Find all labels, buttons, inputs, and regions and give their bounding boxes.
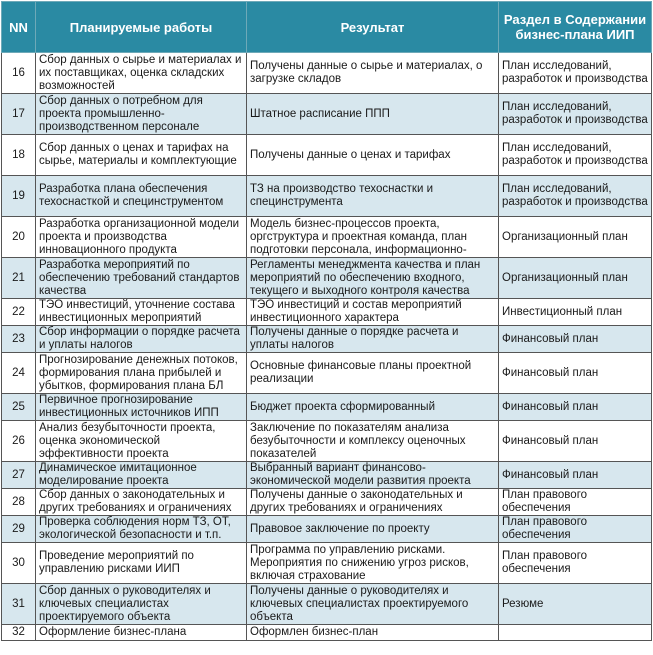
cell-planned-work: Сбор данных о ценах и тарифах на сырье, материалы и комплектующие xyxy=(36,135,247,176)
cell-nn: 20 xyxy=(2,217,36,258)
table-body xyxy=(2,53,652,641)
cell-result: Регламенты менеджмента качества и план мероприятий по обеспечению входного, текущего и выходного контроля качества xyxy=(247,258,499,299)
cell-planned-work: Оформление бизнес-плана xyxy=(36,625,247,641)
table-row xyxy=(2,584,652,625)
cell-nn: 19 xyxy=(2,176,36,217)
cell-result: Штатное расписание ППП xyxy=(247,94,499,135)
cell-nn: 32 xyxy=(2,625,36,641)
cell-result: Получены данные о порядке расчета и уплаты налогов xyxy=(247,326,499,353)
table-row xyxy=(2,625,652,641)
cell-planned-work: Сбор данных о законодательных и других требованиях и ограничениях xyxy=(36,489,247,516)
header-row xyxy=(2,2,652,53)
header-planned-work: Планируемые работы xyxy=(36,2,247,53)
table-row xyxy=(2,217,652,258)
cell-nn: 26 xyxy=(2,421,36,462)
cell-result: ТЭО инвестиций и состав мероприятий инвестиционного характера xyxy=(247,299,499,326)
cell-result: Основные финансовые планы проектной реализации xyxy=(247,353,499,394)
table-row xyxy=(2,543,652,584)
cell-planned-work: Сбор данных о сырье и материалах и их поставщиках, оценка складских возможностей xyxy=(36,53,247,94)
table-row xyxy=(2,53,652,94)
cell-nn: 24 xyxy=(2,353,36,394)
table-row xyxy=(2,489,652,516)
header-section: Раздел в Содержании бизнес-плана ИИП xyxy=(499,2,652,53)
cell-planned-work: Прогнозирование денежных потоков, формирования плана прибылей и убытков, формирования плана БЛ xyxy=(36,353,247,394)
cell-result: Заключение по показателям анализа безубыточности и комплексу оценочных показателей xyxy=(247,421,499,462)
cell-section: Финансовый план xyxy=(499,421,652,462)
cell-nn: 22 xyxy=(2,299,36,326)
cell-section: План исследований, разработок и производства xyxy=(499,53,652,94)
cell-planned-work: Динамическое имитационное моделирование проекта xyxy=(36,462,247,489)
cell-planned-work: Разработка плана обеспечения техоснасткой и специнструментом xyxy=(36,176,247,217)
cell-planned-work: Сбор данных о потребном для проекта промышленно-производственном персонале xyxy=(36,94,247,135)
cell-result: Получены данные о законодательных и других требованиях и ограничениях xyxy=(247,489,499,516)
cell-result: Правовое заключение по проекту xyxy=(247,516,499,543)
header-result: Результат xyxy=(247,2,499,53)
cell-section: План правового обеспечения xyxy=(499,543,652,584)
cell-nn: 27 xyxy=(2,462,36,489)
table-row xyxy=(2,326,652,353)
cell-result: Оформлен бизнес-план xyxy=(247,625,499,641)
table-row xyxy=(2,258,652,299)
cell-section: Финансовый план xyxy=(499,326,652,353)
cell-planned-work: Разработка мероприятий по обеспечению требований стандартов качества xyxy=(36,258,247,299)
cell-planned-work: Разработка организационной модели проекта и производства инновационного продукта xyxy=(36,217,247,258)
cell-planned-work: Проверка соблюдения норм ТЗ, ОТ, экологической безопасности и т.п. xyxy=(36,516,247,543)
cell-planned-work: Первичное прогнозирование инвестиционных источников ИПП xyxy=(36,394,247,421)
cell-nn: 31 xyxy=(2,584,36,625)
table-row xyxy=(2,353,652,394)
cell-planned-work: Анализ безубыточности проекта, оценка экономической эффективности проекта xyxy=(36,421,247,462)
cell-result: Модель бизнес-процессов проекта, оргструктура и проектная команда, план подготовки персонала, информационно- xyxy=(247,217,499,258)
table-row xyxy=(2,299,652,326)
cell-result: ТЗ на производство техоснастки и специнструмента xyxy=(247,176,499,217)
header-nn: NN xyxy=(2,2,36,53)
table-row xyxy=(2,94,652,135)
cell-planned-work: Сбор информации о порядке расчета и уплаты налогов xyxy=(36,326,247,353)
cell-result: Программа по управлению рисками. Мероприятия по снижению угроз рисков, включая страхование xyxy=(247,543,499,584)
cell-section: Организационный план xyxy=(499,258,652,299)
cell-section: План исследований, разработок и производства xyxy=(499,135,652,176)
table-row xyxy=(2,135,652,176)
cell-section: План правового обеспечения xyxy=(499,489,652,516)
cell-nn: 28 xyxy=(2,489,36,516)
cell-section: Инвестиционный план xyxy=(499,299,652,326)
cell-planned-work: Сбор данных о руководителях и ключевых специалистах проектируемого объекта xyxy=(36,584,247,625)
table-row xyxy=(2,516,652,543)
cell-planned-work: Проведение мероприятий по управлению рисками ИИП xyxy=(36,543,247,584)
cell-section: План правового обеспечения xyxy=(499,516,652,543)
cell-nn: 29 xyxy=(2,516,36,543)
cell-nn: 25 xyxy=(2,394,36,421)
table-row xyxy=(2,394,652,421)
cell-nn: 17 xyxy=(2,94,36,135)
cell-planned-work: ТЭО инвестиций, уточнение состава инвестиционных мероприятий xyxy=(36,299,247,326)
cell-result: Получены данные о ценах и тарифах xyxy=(247,135,499,176)
table-row xyxy=(2,462,652,489)
cell-section: Организационный план xyxy=(499,217,652,258)
cell-nn: 30 xyxy=(2,543,36,584)
cell-section: Резюме xyxy=(499,584,652,625)
cell-section xyxy=(499,625,652,641)
cell-section: План исследований, разработок и производства xyxy=(499,94,652,135)
cell-result: Получены данные о руководителях и ключевых специалистах проектируемого объекта xyxy=(247,584,499,625)
cell-nn: 16 xyxy=(2,53,36,94)
cell-nn: 21 xyxy=(2,258,36,299)
cell-section: Финансовый план xyxy=(499,462,652,489)
cell-section: Финансовый план xyxy=(499,394,652,421)
table-row xyxy=(2,421,652,462)
cell-nn: 18 xyxy=(2,135,36,176)
cell-section: План исследований, разработок и производства xyxy=(499,176,652,217)
table-row xyxy=(2,176,652,217)
cell-section: Финансовый план xyxy=(499,353,652,394)
business-plan-table xyxy=(1,1,652,641)
cell-nn: 23 xyxy=(2,326,36,353)
cell-result: Выбранный вариант финансово-экономической модели развития проекта xyxy=(247,462,499,489)
cell-result: Получены данные о сырье и материалах, о загрузке складов xyxy=(247,53,499,94)
cell-result: Бюджет проекта сформированный xyxy=(247,394,499,421)
